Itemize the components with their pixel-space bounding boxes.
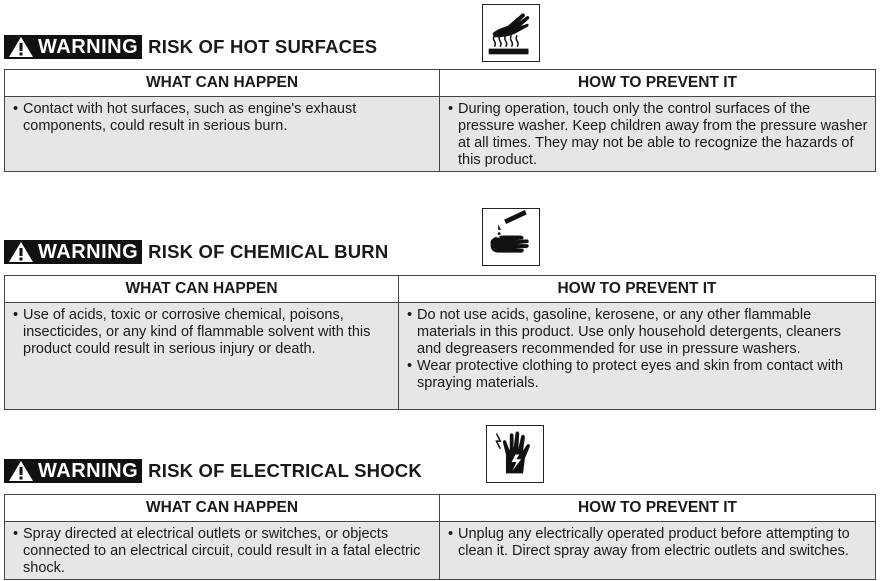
hazard-table bbox=[4, 69, 876, 172]
what-can-happen-header: WHAT CAN HAPPEN bbox=[5, 276, 399, 303]
happen-item: • Spray directed at electrical outlets or switches, or objects connected to an electrical circuit, could result in a fatal electric shock. bbox=[11, 526, 433, 577]
warning-triangle-icon bbox=[8, 241, 34, 263]
prevent-cell bbox=[440, 522, 876, 580]
prevent-item: • Do not use acids, gasoline, kerosene, or any other flammable materials in this product. Use only household detergents, cleaners and degreasers recommended for use in pressure washers. bbox=[405, 307, 869, 358]
risk-title: RISK OF CHEMICAL BURN bbox=[148, 241, 389, 262]
warning-label: WARNING bbox=[38, 459, 139, 482]
hot-surface-hand-icon bbox=[482, 4, 540, 62]
prevent-cell bbox=[440, 97, 876, 172]
warning-badge bbox=[4, 35, 142, 59]
warning-triangle-icon bbox=[8, 36, 34, 58]
risk-title: RISK OF HOT SURFACES bbox=[148, 36, 378, 57]
warning-header bbox=[4, 459, 422, 483]
prevent-cell bbox=[399, 303, 876, 410]
chemical-burn-hand-icon bbox=[482, 208, 540, 266]
warning-label: WARNING bbox=[38, 35, 139, 58]
happen-cell bbox=[5, 97, 440, 172]
happen-item: • Contact with hot surfaces, such as engine's exhaust components, could result in serious burn. bbox=[11, 101, 433, 135]
prevent-item: • During operation, touch only the control surfaces of the pressure washer. Keep children away from the pressure washer at all times. They may not be able to recognize the hazards of this product. bbox=[446, 101, 869, 169]
warning-header bbox=[4, 240, 388, 264]
what-can-happen-header: WHAT CAN HAPPEN bbox=[5, 70, 440, 97]
electrical-shock-hand-icon bbox=[486, 425, 544, 483]
warning-badge bbox=[4, 459, 142, 483]
how-to-prevent-header: HOW TO PREVENT IT bbox=[440, 70, 876, 97]
warning-triangle-icon bbox=[8, 460, 34, 482]
prevent-item: • Wear protective clothing to protect eyes and skin from contact with spraying materials. bbox=[405, 358, 869, 392]
warning-label: WARNING bbox=[38, 240, 139, 263]
hazard-table bbox=[4, 494, 876, 580]
how-to-prevent-header: HOW TO PREVENT IT bbox=[440, 495, 876, 522]
happen-cell bbox=[5, 303, 399, 410]
prevent-item: • Unplug any electrically operated product before attempting to clean it. Direct spray away from electric outlets and switches. bbox=[446, 526, 869, 560]
how-to-prevent-header: HOW TO PREVENT IT bbox=[399, 276, 876, 303]
warning-badge bbox=[4, 240, 142, 264]
warning-header bbox=[4, 35, 377, 59]
risk-title: RISK OF ELECTRICAL SHOCK bbox=[148, 460, 422, 481]
hazard-table bbox=[4, 275, 876, 410]
happen-cell bbox=[5, 522, 440, 580]
what-can-happen-header: WHAT CAN HAPPEN bbox=[5, 495, 440, 522]
happen-item: • Use of acids, toxic or corrosive chemical, poisons, insecticides, or any kind of flammable solvent with this product could result in serious injury or death. bbox=[11, 307, 392, 358]
